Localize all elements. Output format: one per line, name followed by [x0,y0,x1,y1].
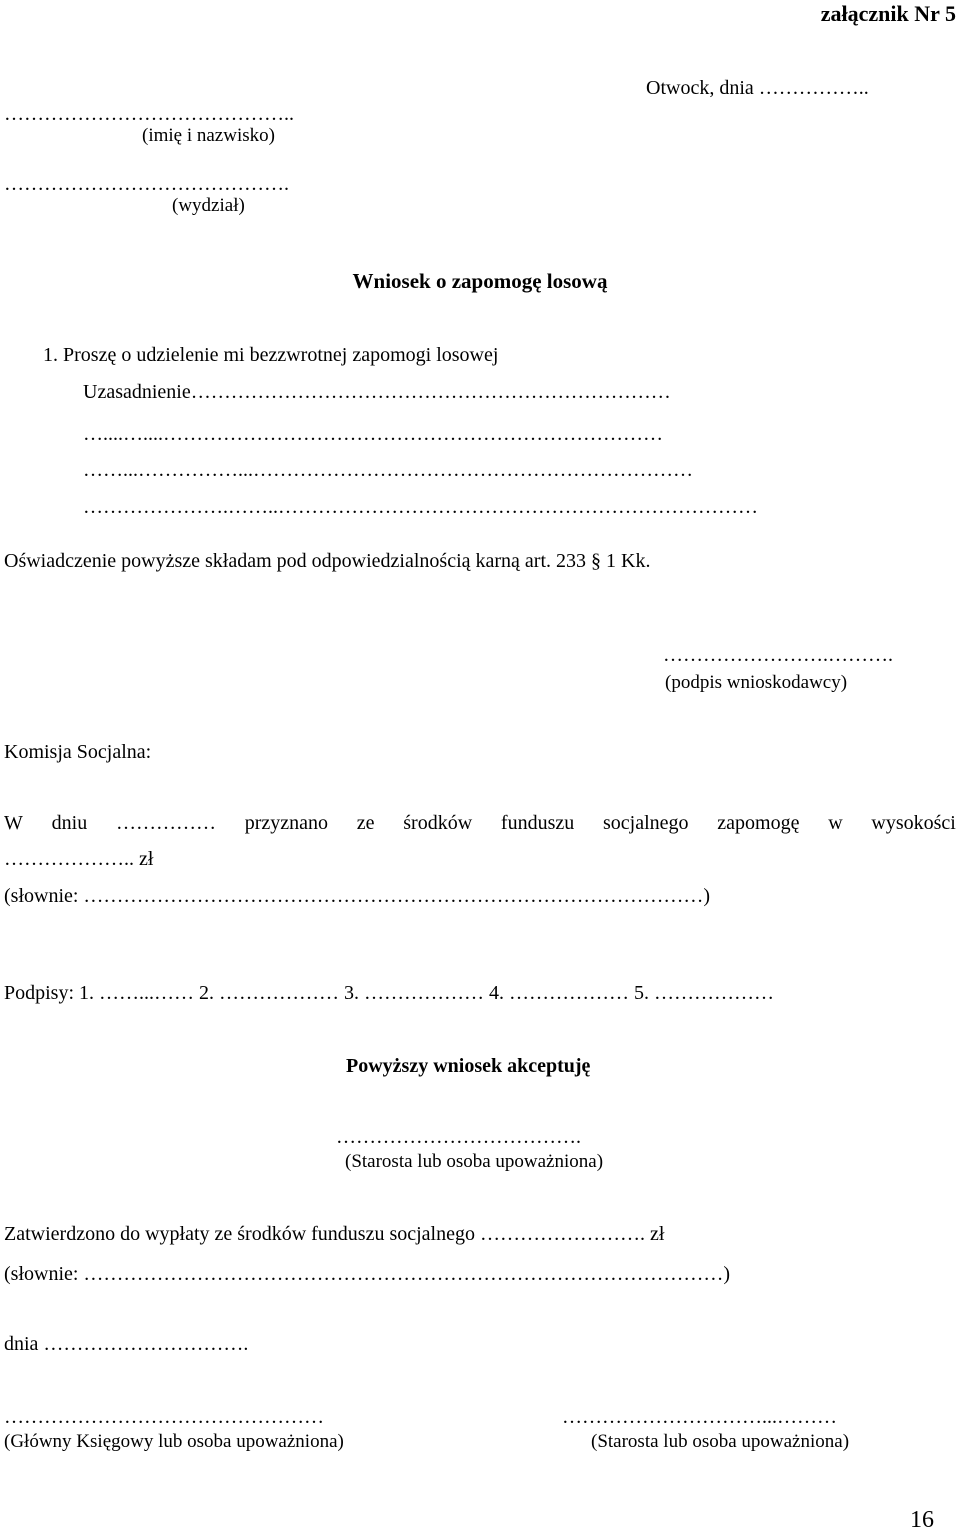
justification-dots-3: ………………….……..……………………………………………………………… [83,496,758,518]
place-date: Otwock, dnia …………….. [646,77,869,99]
annex-label: załącznik Nr 5 [820,1,956,26]
sentence-word: w [828,812,843,834]
document-title: Wniosek o zapomogę losową [352,269,608,293]
accountant-signature-caption: (Główny Księgowy lub osoba upoważniona) [4,1431,344,1452]
sentence-word: środków [403,812,473,834]
committee-signatures: Podpisy: 1. ……...…… 2. ……………… 3. ……………… 4. ……………… 5. ……………… [4,982,775,1004]
starosta-signature-line: …………………………...……… [562,1406,837,1428]
approval-date: dnia …………………………. [4,1333,249,1355]
request-item: 1. Proszę o udzielenie mi bezzwrotnej zapomogi losowej [43,344,499,366]
sentence-word: wysokości [871,812,956,834]
amount-line: ……………….. zł [4,848,154,870]
accountant-signature-line: ………………………………………… [4,1406,324,1428]
sentence-word: przyznano [244,812,328,834]
sentence-word: dniu [51,812,88,834]
amount-in-words: (słownie: …………………………………………………………………………………) [4,885,711,907]
approval-amount-in-words: (słownie: ……………………………………………………………………………………) [4,1263,731,1285]
committee-sentence [4,811,956,835]
starosta-signature-caption: (Starosta lub osoba upoważniona) [591,1431,850,1452]
sentence-word: W [4,812,23,834]
name-caption: (imię i nazwisko) [142,125,275,146]
applicant-signature-line: …………………….………. [663,644,893,666]
acceptance-heading: Powyższy wniosek akceptuję [346,1055,591,1077]
approval-text: Zatwierdzono do wypłaty ze środków funduszu socjalnego ……………………. zł [4,1223,665,1245]
justification-dots-1: …....…....………………………………………………………………… [83,423,663,445]
justification-label: Uzasadnienie……………………………………………………………… [83,381,671,403]
name-line: …………………………………….. [4,103,294,125]
sentence-word: funduszu [500,812,575,834]
declaration: Oświadczenie powyższe składam pod odpowiedzialnością karną art. 233 § 1 Kk. [4,550,651,572]
acceptance-signature-line: ………………………………. [336,1126,581,1148]
committee-heading: Komisja Socjalna: [4,741,152,763]
sentence-word: socjalnego [602,812,689,834]
page-number: 16 [910,1507,934,1533]
department-line: ……………………………………. [4,173,289,195]
acceptance-signature-caption: (Starosta lub osoba upoważniona) [345,1151,604,1172]
sentence-word: ze [356,812,375,834]
applicant-signature-caption: (podpis wnioskodawcy) [665,672,848,693]
date-blank: …………… [115,812,216,834]
justification-dots-2: ……...……………...………………………………………………………… [83,459,693,481]
department-caption: (wydział) [172,195,245,216]
sentence-word: zapomogę [717,812,800,834]
